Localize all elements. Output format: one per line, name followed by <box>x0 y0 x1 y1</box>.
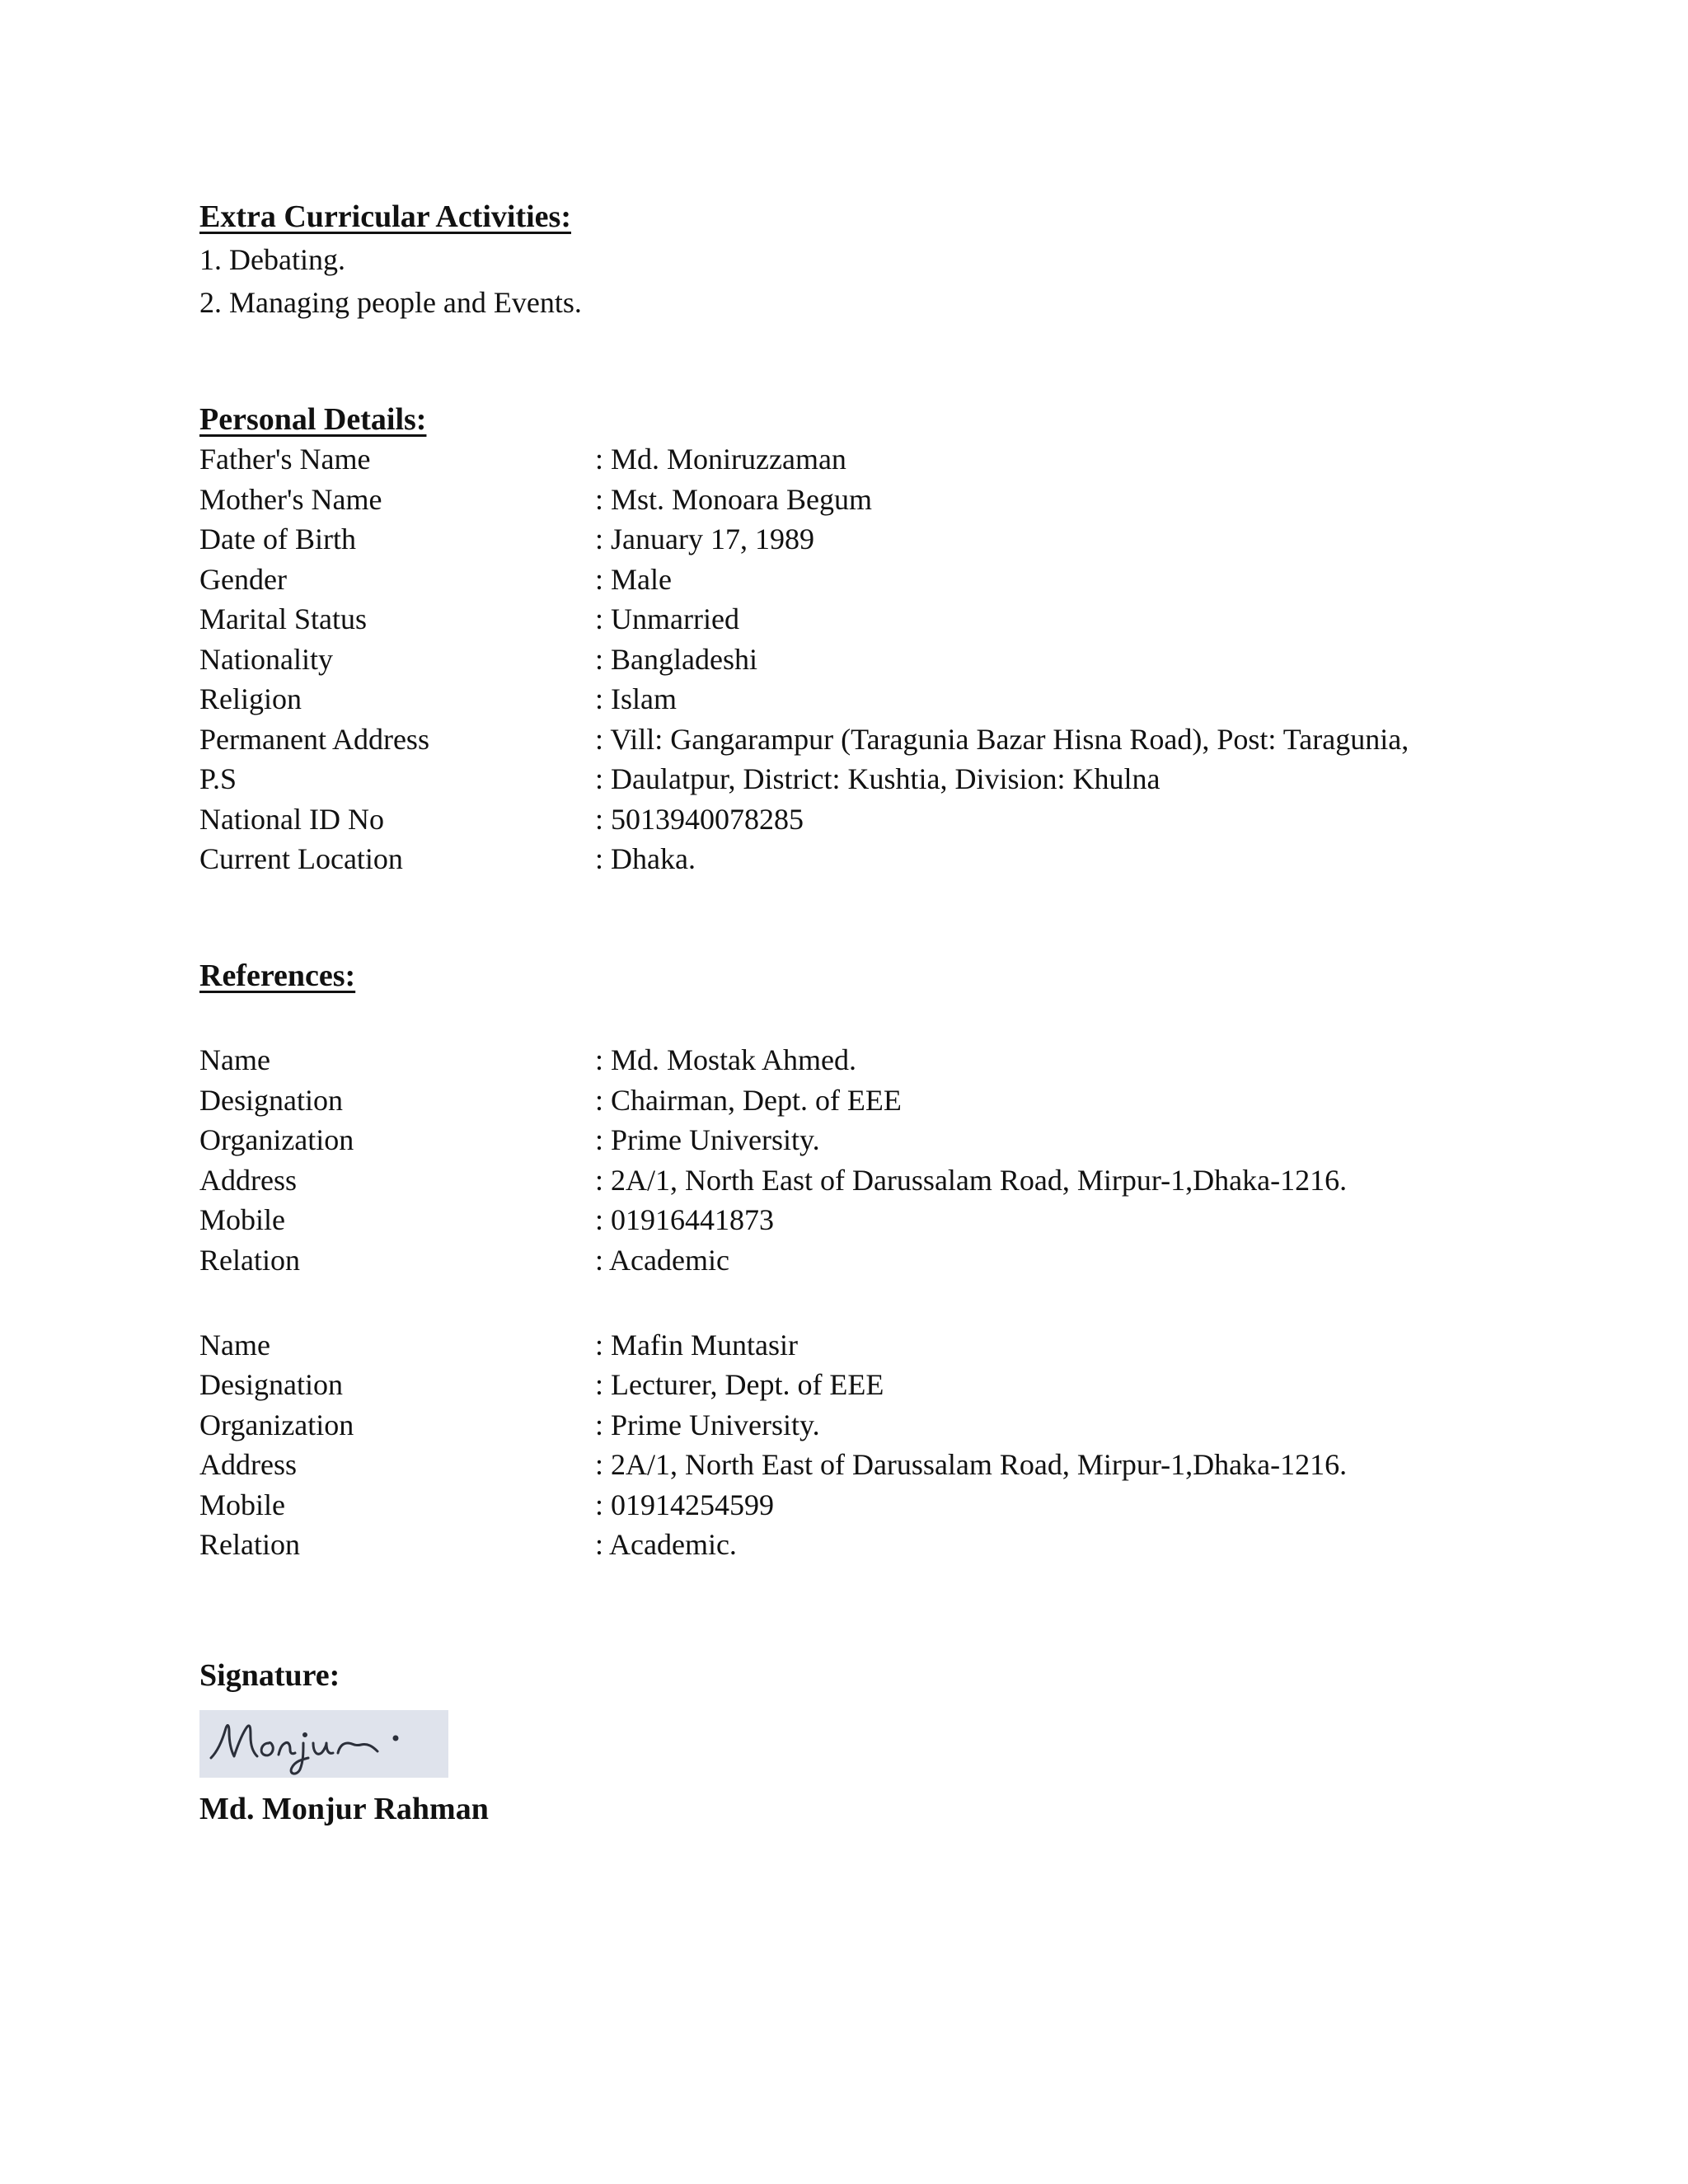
personal-row-marital-status <box>199 601 1601 637</box>
ref2-row-organization <box>199 1407 1601 1443</box>
ref1-row-name <box>199 1042 1601 1078</box>
ref2-row-relation <box>199 1526 1601 1563</box>
field-value: : Academic. <box>595 1528 737 1561</box>
personal-row-permanent-address <box>199 721 1601 757</box>
personal-row-religion <box>199 681 1601 717</box>
field-value: : Unmarried <box>595 602 739 635</box>
field-value: : Prime University. <box>595 1123 820 1156</box>
field-label: Marital Status <box>199 602 367 635</box>
handwritten-signature <box>199 1710 448 1778</box>
field-label: Permanent Address <box>199 723 429 756</box>
field-label: Name <box>199 1329 270 1361</box>
personal-row-ps <box>199 761 1601 797</box>
ref1-row-designation <box>199 1082 1601 1118</box>
references-heading: References: <box>199 958 356 993</box>
field-value: : Daulatpur, District: Kushtia, Division: Khulna <box>595 762 1160 795</box>
field-label: Nationality <box>199 643 333 676</box>
ref2-row-mobile <box>199 1487 1601 1523</box>
ref2-row-designation <box>199 1366 1601 1403</box>
personal-row-mothers-name <box>199 481 1601 518</box>
field-label: Father's Name <box>199 443 371 476</box>
field-value: : Dhaka. <box>595 842 696 875</box>
ref1-row-address <box>199 1162 1601 1198</box>
field-value: : 01914254599 <box>595 1488 775 1521</box>
field-label: Address <box>199 1164 297 1197</box>
field-label: Designation <box>199 1084 343 1117</box>
personal-row-nationality <box>199 641 1601 677</box>
activity-item: 2. Managing people and Events. <box>199 286 582 319</box>
personal-row-national-id <box>199 801 1601 837</box>
field-value: : Islam <box>595 682 677 715</box>
field-value: : Academic <box>595 1244 729 1277</box>
ref2-row-address <box>199 1446 1601 1483</box>
field-value: : 01916441873 <box>595 1203 775 1236</box>
field-value: : January 17, 1989 <box>595 523 814 555</box>
extra-curricular-heading: Extra Curricular Activities: <box>199 199 571 234</box>
field-label: Organization <box>199 1408 354 1441</box>
field-value: : 2A/1, North East of Darussalam Road, Mirpur-1,Dhaka-1216. <box>595 1448 1348 1481</box>
personal-row-current-location <box>199 841 1601 877</box>
cv-page <box>199 0 1601 2184</box>
field-value: : 5013940078285 <box>595 803 804 836</box>
ref1-row-mobile <box>199 1202 1601 1238</box>
field-value: : Mafin Muntasir <box>595 1329 798 1361</box>
field-label: National ID No <box>199 803 384 836</box>
field-label: Address <box>199 1448 297 1481</box>
personal-row-gender <box>199 561 1601 598</box>
field-value: : Bangladeshi <box>595 643 757 676</box>
field-value: : Vill: Gangarampur (Taragunia Bazar Hisna Road), Post: Taragunia, <box>595 723 1409 756</box>
field-label: Current Location <box>199 842 403 875</box>
field-label: Religion <box>199 682 302 715</box>
field-label: P.S <box>199 762 237 795</box>
field-label: Date of Birth <box>199 523 356 555</box>
ref1-row-organization <box>199 1122 1601 1158</box>
personal-row-date-of-birth <box>199 521 1601 557</box>
ref1-row-relation <box>199 1242 1601 1278</box>
personal-row-fathers-name <box>199 441 1601 477</box>
field-value: : Md. Mostak Ahmed. <box>595 1043 857 1076</box>
signature-heading: Signature: <box>199 1658 340 1693</box>
field-value: : Chairman, Dept. of EEE <box>595 1084 902 1117</box>
activity-item: 1. Debating. <box>199 243 345 276</box>
field-label: Organization <box>199 1123 354 1156</box>
signatory-name: Md. Monjur Rahman <box>199 1792 489 1826</box>
personal-details-heading: Personal Details: <box>199 402 427 437</box>
field-label: Mobile <box>199 1488 285 1521</box>
field-value: : Lecturer, Dept. of EEE <box>595 1368 884 1401</box>
field-value: : Male <box>595 563 672 596</box>
field-value: : 2A/1, North East of Darussalam Road, Mirpur-1,Dhaka-1216. <box>595 1164 1348 1197</box>
field-label: Name <box>199 1043 270 1076</box>
field-label: Mother's Name <box>199 483 382 516</box>
field-label: Designation <box>199 1368 343 1401</box>
field-value: : Prime University. <box>595 1408 820 1441</box>
field-value: : Md. Moniruzzaman <box>595 443 846 476</box>
field-value: : Mst. Monoara Begum <box>595 483 872 516</box>
field-label: Relation <box>199 1244 300 1277</box>
field-label: Gender <box>199 563 287 596</box>
signature-image <box>199 1710 448 1778</box>
field-label: Relation <box>199 1528 300 1561</box>
ref2-row-name <box>199 1327 1601 1363</box>
field-label: Mobile <box>199 1203 285 1236</box>
